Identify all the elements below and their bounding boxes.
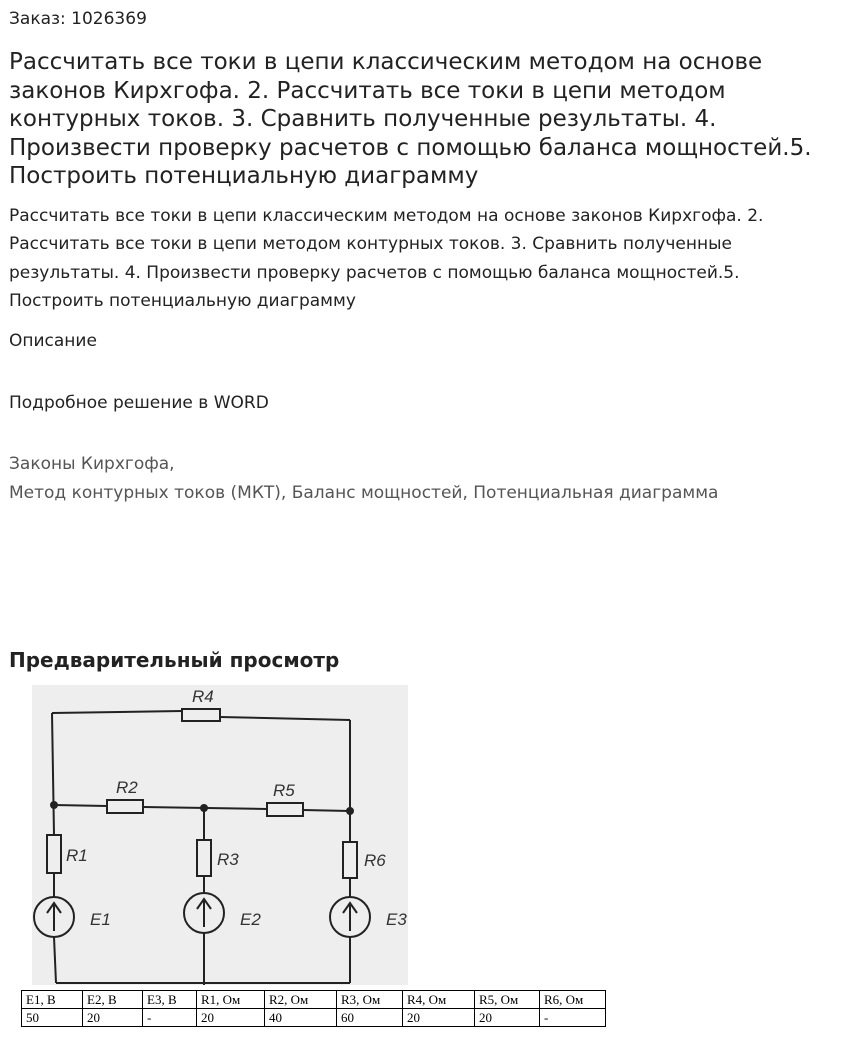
section-label: Описание — [9, 331, 97, 351]
table-row — [22, 1009, 606, 1027]
label-r2: R2 — [116, 778, 138, 797]
resistor-r5 — [267, 803, 303, 816]
label-r3: R3 — [217, 850, 239, 869]
node — [347, 808, 353, 814]
task-description: Рассчитать все токи в цепи классическим методом на основе законов Кирхгофа. 2. Рассчитать все токи в цепи методом контурных токов. 3. Сравнить полученные результаты. 4. Произвести проверку расчетов с помощью баланса мощностей.5. Построить потенциальную диаграмму — [9, 206, 764, 311]
value-cell: 60 — [337, 1009, 403, 1027]
value-cell: 20 — [403, 1009, 475, 1027]
header-cell: R6, Ом — [540, 991, 606, 1009]
page-title: Рассчитать все токи в цепи классическим методом на основе законов Кирхгофа. 2. Рассчитать все токи в цепи методом контурных токов. 3. Сравнить полученные результаты. 4. Произвести проверку расчетов с помощью баланса мощностей.5. Построить потенциальную диаграмму — [9, 49, 812, 189]
value-cell: 40 — [265, 1009, 337, 1027]
header-cell: R3, Ом — [337, 991, 403, 1009]
tag-link-methods[interactable]: Метод контурных токов (МКТ), Баланс мощностей, Потенциальная диаграмма — [9, 482, 719, 503]
value-cell: 20 — [83, 1009, 143, 1027]
resistor-r2 — [107, 800, 143, 813]
header-cell: E3, В — [143, 991, 197, 1009]
solution-format: Подробное решение в WORD — [9, 393, 269, 413]
tags — [9, 450, 839, 507]
tag-link-kirchhoff[interactable]: Законы Кирхгофа, — [9, 454, 175, 474]
label-r6: R6 — [364, 851, 386, 870]
wire — [54, 937, 56, 983]
value-cell: - — [143, 1009, 197, 1027]
value-cell: - — [540, 1009, 606, 1027]
wire — [52, 711, 182, 713]
table-header-row — [22, 991, 606, 1009]
resistor-r6 — [343, 842, 357, 878]
preview-heading: Предварительный просмотр — [9, 648, 340, 672]
header-cell: E2, В — [83, 991, 143, 1009]
wire — [303, 810, 350, 811]
label-r5: R5 — [273, 781, 295, 800]
header-cell: R4, Ом — [403, 991, 475, 1009]
label-e3: E3 — [386, 910, 407, 929]
node — [51, 802, 57, 808]
value-cell: 20 — [197, 1009, 265, 1027]
circuit-preview-image — [32, 685, 408, 985]
resistor-r1 — [47, 835, 61, 873]
parameters-table — [21, 990, 606, 1027]
wire — [52, 713, 54, 835]
wire — [220, 717, 350, 720]
label-e2: E2 — [240, 910, 261, 929]
header-cell: R5, Ом — [475, 991, 540, 1009]
wire — [54, 805, 107, 806]
circuit-diagram — [32, 685, 408, 985]
value-cell: 50 — [22, 1009, 83, 1027]
header-cell: E1, В — [22, 991, 83, 1009]
header-cell: R1, Ом — [197, 991, 265, 1009]
value-cell: 20 — [475, 1009, 540, 1027]
label-r4: R4 — [192, 687, 214, 706]
resistor-r3 — [197, 840, 211, 876]
order-number: Заказ: 1026369 — [9, 9, 147, 29]
resistor-r4 — [182, 709, 220, 721]
label-r1: R1 — [66, 846, 88, 865]
label-e1: E1 — [90, 910, 111, 929]
header-cell: R2, Ом — [265, 991, 337, 1009]
